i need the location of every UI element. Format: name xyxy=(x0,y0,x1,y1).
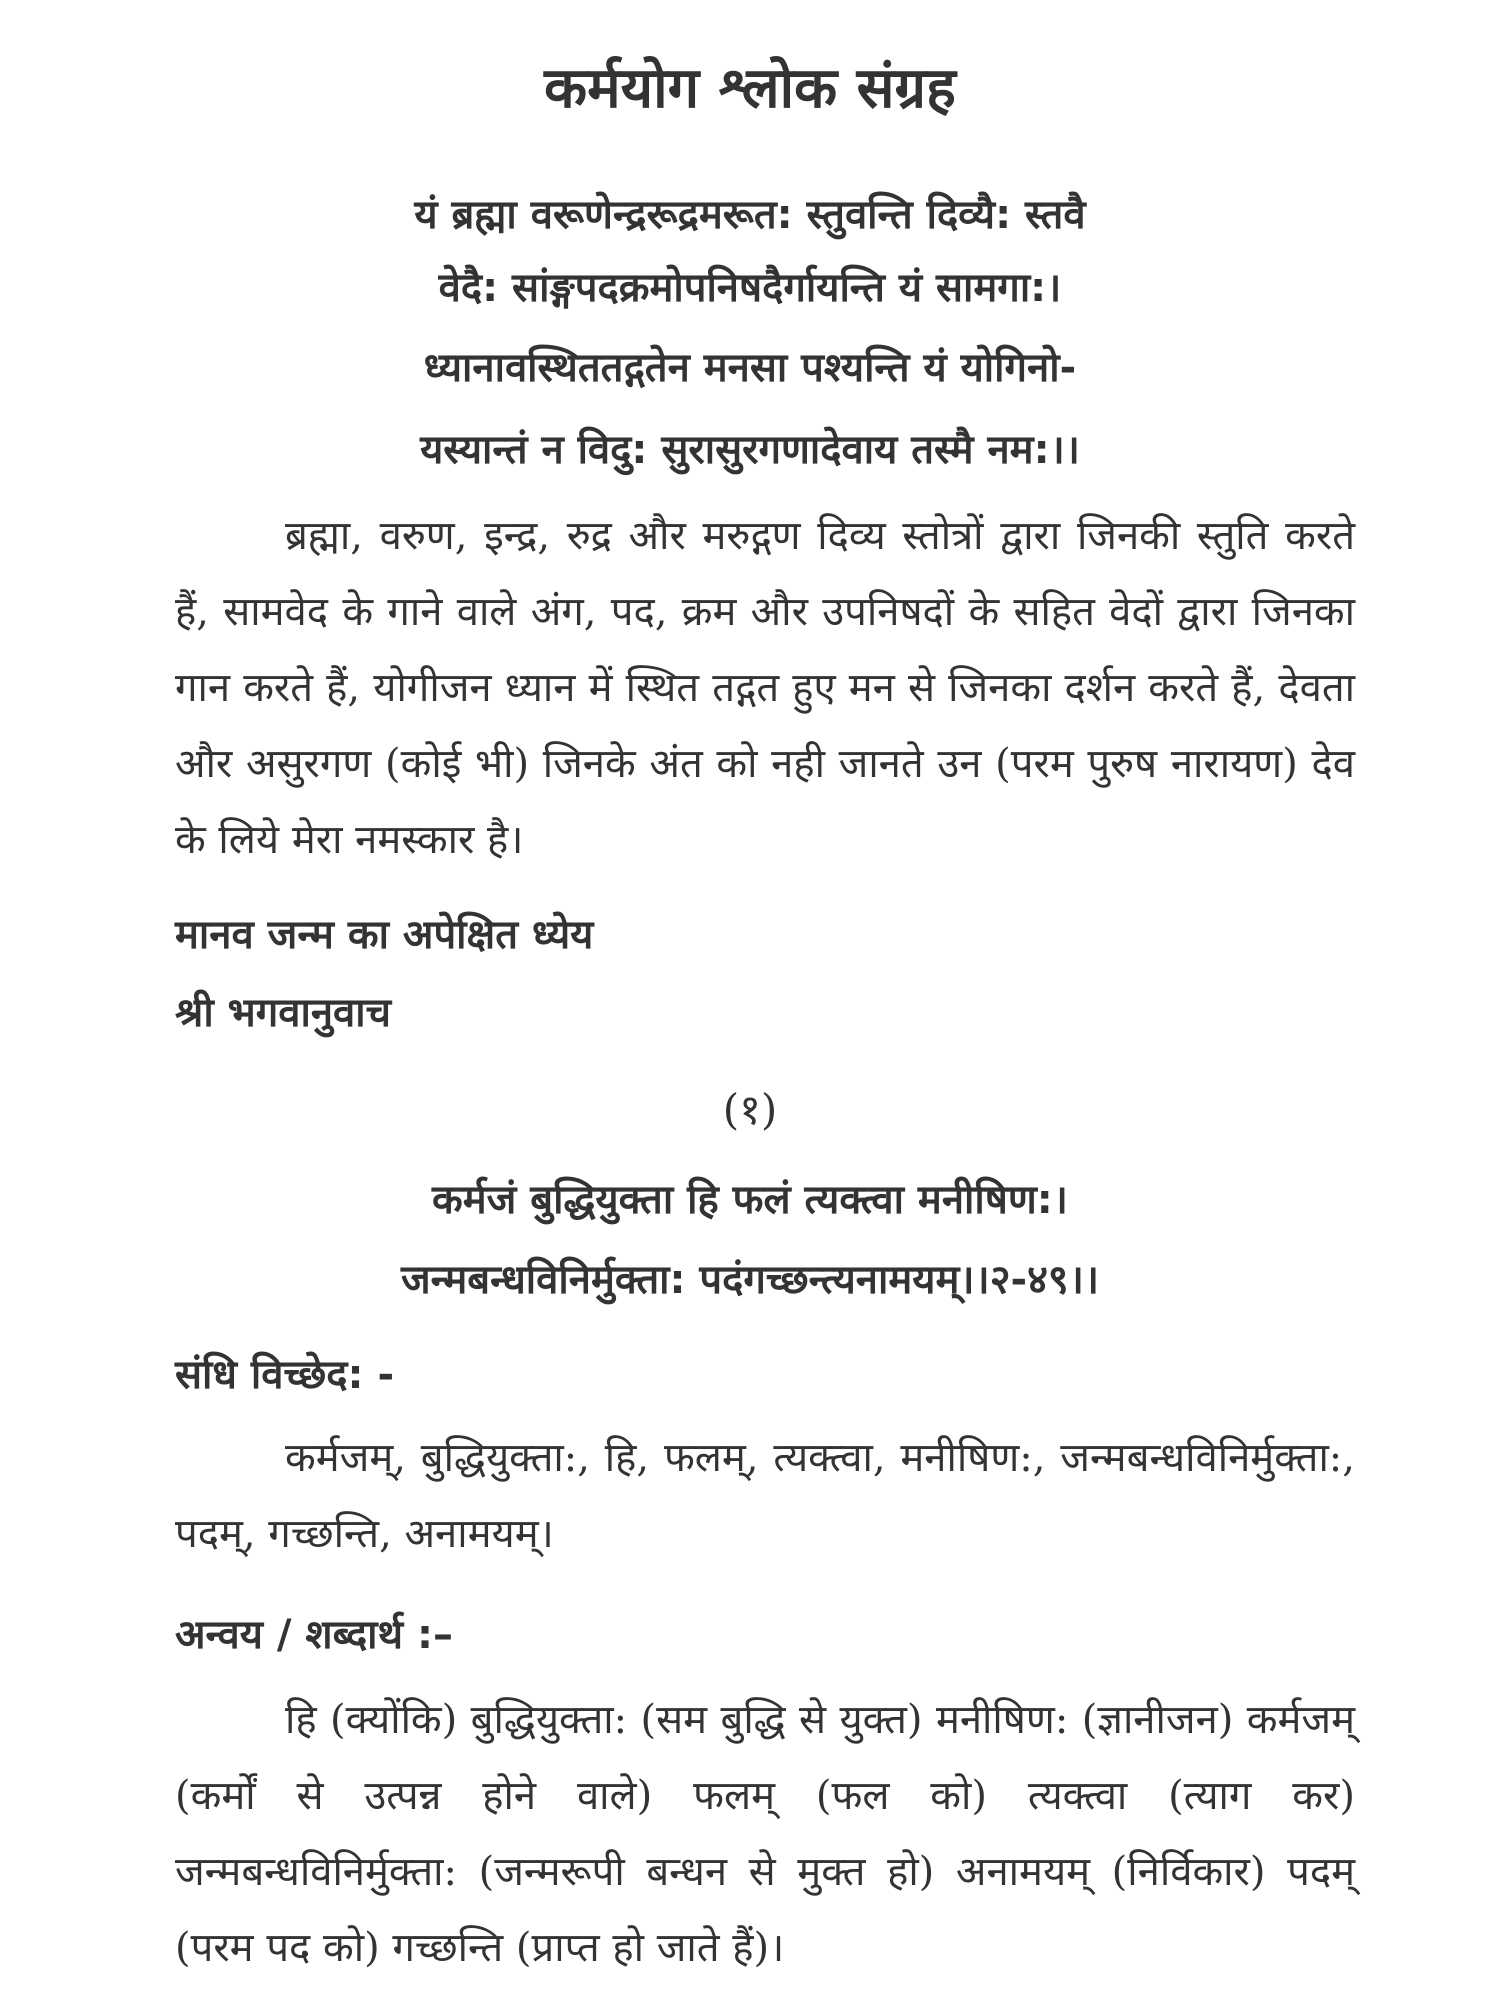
sandhi-heading: संधि विच्छेद: - xyxy=(175,1352,395,1398)
section-heading: मानव जन्म का अपेक्षित ध्येय xyxy=(175,912,594,958)
sandhi-text: कर्मजम्, बुद्धियुक्ता:, हि, फलम्, त्यक्त्वा, मनीषिण:, जन्मबन्धविनिर्मुक्ता:, पदम्, गच्छन्ति, अनामयम्। xyxy=(175,1435,1355,1557)
anvaya-heading: अन्वय / शब्दार्थ :– xyxy=(175,1612,454,1658)
invocation-line-1: यं ब्रह्मा वरूणेन्द्ररूद्रमरूत: स्तुवन्ति दिव्यै: स्तवै xyxy=(414,192,1086,238)
verse-number: (१) xyxy=(722,1085,778,1134)
invocation-meaning: ब्रह्मा, वरुण, इन्द्र, रुद्र और मरुद्गण दिव्य स्तोत्रों द्वारा जिनकी स्तुति करते हैं, सामवेद के गाने वाले अंग, पद, क्रम और उपनिषदों के सहित वेदों द्वारा जिनका गान करते हैं, योगीजन ध्यान में स्थित तद्गत हुए मन से जिनका दर्शन करते हैं, देवता और असुरगण (कोई भी) जिनके अंत को नही जानते उन (परम पुरुष नारायण) देव के लिये मेरा नमस्कार है। xyxy=(175,513,1355,863)
invocation-line-4: यस्यान्तं न विदु: सुरासुरगणादेवाय तस्मै नम:।। xyxy=(420,427,1080,473)
invocation-line-3: ध्यानावस्थिततद्गतेन मनसा पश्यन्ति यं योगिनो- xyxy=(423,345,1077,391)
verse-line-2: जन्मबन्धविनिर्मुक्ता: पदंगच्छन्त्यनामयम्।।२-४९।। xyxy=(400,1257,1100,1303)
verse-line-1: कर्मजं बुद्धियुक्ता हि फलं त्यक्त्वा मनीषिण:। xyxy=(432,1177,1068,1223)
anvaya-text: हि (क्योंकि) बुद्धियुक्ता: (सम बुद्धि से युक्त) मनीषिण: (ज्ञानीजन) कर्मजम् (कर्मों से उत्पन्न होने वाले) फलम् (फल को) त्यक्त्वा (त्याग कर) जन्मबन्धविनिर्मुक्ता: (जन्मरूपी बन्धन से मुक्त हो) अनामयम् (निर्विकार) पदम् (परम पद को) गच्छन्ति (प्राप्त हो जाते हैं)। xyxy=(175,1697,1355,1971)
page-title: कर्मयोग श्लोक संग्रह xyxy=(544,56,956,121)
speaker-line: श्री भगवानुवाच xyxy=(175,990,392,1036)
invocation-line-2: वेदै: सांङ्गपदक्रमोपनिषदैर्गायन्ति यं सामगा:। xyxy=(438,265,1062,311)
